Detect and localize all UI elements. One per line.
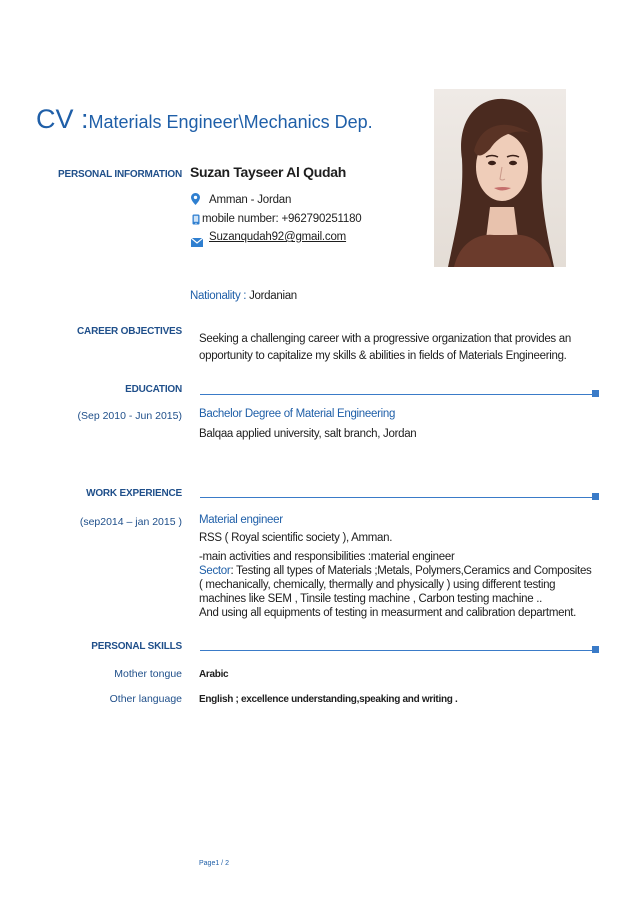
education-dates: (Sep 2010 - Jun 2015) <box>77 410 182 422</box>
work-dates: (sep2014 – jan 2015 ) <box>79 516 182 528</box>
work-sector-text: : Testing all types of Materials ;Metals, Polymers,Ceramics and Composites <box>230 565 592 577</box>
envelope-icon <box>191 234 203 252</box>
section-label-personal-information: PERSONAL INFORMATION <box>58 169 182 180</box>
education-degree: Bachelor Degree of Material Engineering <box>199 408 396 420</box>
work-sector-label: Sector <box>199 565 231 577</box>
work-employer: RSS ( Royal scientific society ), Amman. <box>199 532 393 544</box>
nationality-value: Jordanian <box>249 290 297 302</box>
phone-icon <box>192 212 200 230</box>
profile-photo <box>434 89 566 267</box>
section-label-personal-skills: PERSONAL SKILLS <box>91 641 182 652</box>
nationality-row <box>190 290 297 302</box>
mother-tongue-label: Mother tongue <box>114 668 182 680</box>
work-description-line-4: And using all equipments of testing in measurment and calibration department. <box>199 607 577 619</box>
mother-tongue-value: Arabic <box>199 669 229 680</box>
section-label-education: EDUCATION <box>125 384 182 395</box>
work-sector-line <box>199 565 592 577</box>
page-number: Page1 / 2 <box>199 860 229 867</box>
work-description-line-3: machines like SEM , Tinsile testing machine , Carbon testing machine .. <box>199 593 543 605</box>
section-divider-education <box>200 394 592 395</box>
other-language-value: English ; excellence understanding,speaking and writing . <box>199 694 458 705</box>
cv-label: CV : <box>36 104 89 134</box>
section-label-work-experience: WORK EXPERIENCE <box>86 488 182 499</box>
nationality-label: Nationality : <box>190 290 247 302</box>
work-job-title: Material engineer <box>199 514 283 526</box>
other-language-label: Other language <box>109 693 182 705</box>
phone-text: mobile number: +962790251180 <box>202 213 362 225</box>
career-objective-line-2: opportunity to capitalize my skills & abilities in fields of Materials Engineering. <box>199 350 567 362</box>
section-divider-skills <box>200 650 592 651</box>
location-pin-icon <box>191 192 200 210</box>
section-divider-marker <box>592 390 599 397</box>
full-name: Suzan Tayseer Al Qudah <box>190 164 346 180</box>
section-divider-work <box>200 497 592 498</box>
email-link[interactable]: Suzanqudah92@gmail.com <box>209 231 347 243</box>
work-activities: -main activities and responsibilities :material engineer <box>199 551 455 563</box>
location-text: Amman - Jordan <box>209 194 292 206</box>
education-school: Balqaa applied university, salt branch, Jordan <box>199 428 417 440</box>
section-label-career-objectives: CAREER OBJECTIVES <box>77 326 182 337</box>
section-divider-marker <box>592 493 599 500</box>
career-objective-line-1: Seeking a challenging career with a progressive organization that provides an <box>199 333 571 345</box>
section-divider-marker <box>592 646 599 653</box>
cv-title <box>36 104 373 135</box>
work-description-line-2: ( mechanically, chemically, thermally and physically ) using different testing <box>199 579 556 591</box>
cv-position-title: Materials Engineer\Mechanics Dep. <box>88 112 373 132</box>
